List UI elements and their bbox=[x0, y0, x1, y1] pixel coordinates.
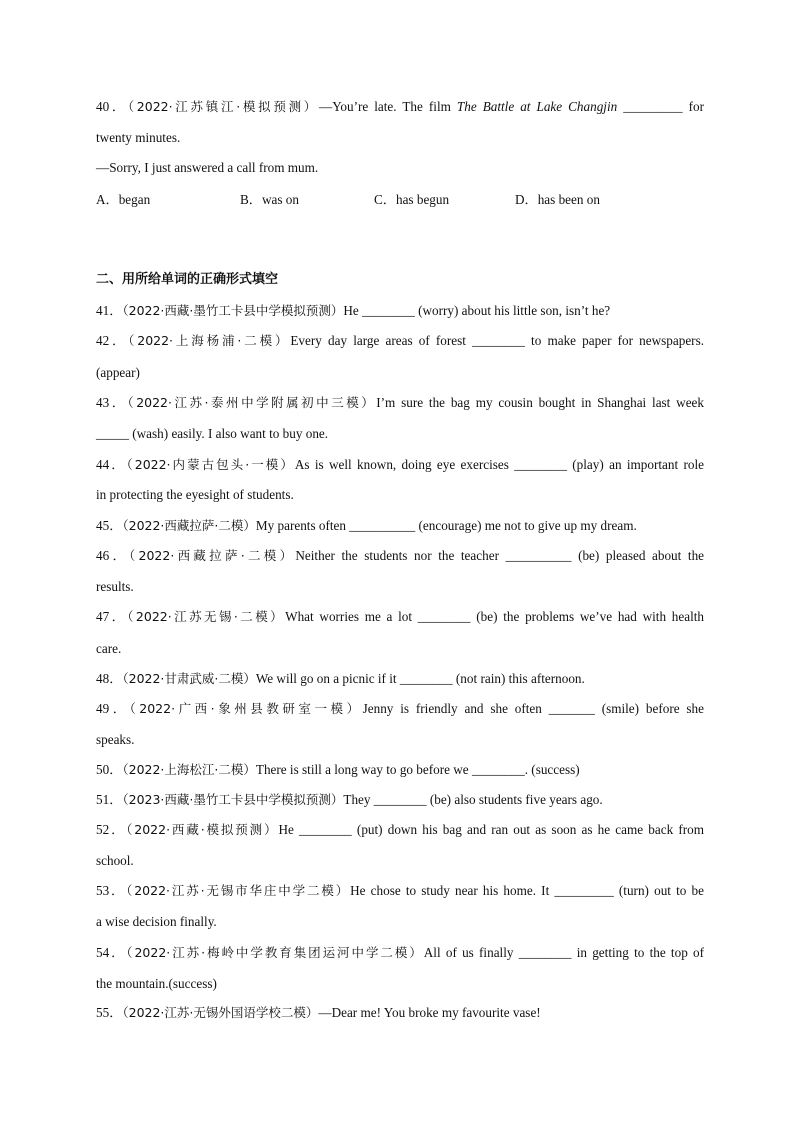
question-41 bbox=[96, 302, 704, 320]
question-40-line-3: —Sorry, I just answered a call from mum. bbox=[96, 160, 319, 175]
question-49 bbox=[96, 700, 704, 718]
film-title: The Battle at Lake Changjin bbox=[456, 99, 618, 114]
question-source: （2022·上海松江·二模） bbox=[122, 762, 256, 777]
question-source: （2022·西藏拉萨·二模） bbox=[122, 518, 256, 533]
question-source: （2022·内蒙古包头·一模） bbox=[126, 457, 295, 472]
question-text: We will go on a picnic if it ________ (not rain) this afternoon. bbox=[255, 671, 585, 686]
option-d: D．has been on bbox=[515, 192, 600, 207]
question-number: 47． bbox=[96, 609, 128, 624]
option-c: C．has begun bbox=[374, 192, 450, 207]
question-number: 43． bbox=[96, 395, 128, 410]
option-b: B．was on bbox=[240, 192, 299, 207]
question-text: There is still a long way to go before we ________. (success) bbox=[255, 762, 580, 777]
question-number: 44． bbox=[96, 457, 127, 472]
question-source: （2022·上海杨浦·二模） bbox=[128, 333, 291, 348]
question-43 bbox=[96, 394, 704, 412]
question-source: （2022·江苏·梅岭中学教育集团运河中学二模） bbox=[126, 945, 424, 960]
question-47 bbox=[96, 608, 704, 626]
question-text: What worries me a lot ________ (be) the problems we’ve had with health bbox=[285, 609, 705, 624]
question-number: 40． bbox=[96, 99, 128, 114]
question-53 bbox=[96, 882, 704, 900]
question-source: （2022·西藏·墨竹工卡县中学模拟预测） bbox=[122, 303, 344, 318]
question-number: 49． bbox=[96, 701, 130, 716]
question-text: He ________ (put) down his bag and ran out as soon as he came back from bbox=[278, 822, 705, 837]
question-source: （2022·江苏·无锡外国语学校二模） bbox=[122, 1005, 319, 1020]
question-source: （2022·江苏·泰州中学附属初中三模） bbox=[127, 395, 377, 410]
question-number: 42． bbox=[96, 333, 129, 348]
question-text: My parents often __________ (encourage) me not to give up my dream. bbox=[255, 518, 637, 533]
question-44 bbox=[96, 456, 704, 474]
question-42 bbox=[96, 332, 704, 350]
question-number: 46． bbox=[96, 548, 129, 563]
question-51 bbox=[96, 791, 704, 809]
question-source: （2022·江苏无锡·二模） bbox=[127, 609, 286, 624]
question-text: All of us finally ________ in getting to the top of bbox=[423, 945, 705, 960]
question-number: 45． bbox=[96, 518, 123, 533]
question-text: —You’re late. The film bbox=[319, 99, 457, 114]
question-number: 41． bbox=[96, 303, 123, 318]
question-text: As is well known, doing eye exercises ________ (play) an important role bbox=[294, 457, 704, 472]
question-number: 53． bbox=[96, 883, 127, 898]
question-54-line-2: the mountain.(success) bbox=[96, 976, 217, 991]
question-text: Jenny is friendly and she often _______ (smile) before she bbox=[362, 701, 704, 716]
question-44-line-2: in protecting the eyesight of students. bbox=[96, 487, 294, 502]
question-47-line-2: care. bbox=[96, 641, 122, 656]
question-46-line-2: results. bbox=[96, 579, 134, 594]
question-source: （2022·江苏镇江·模拟预测） bbox=[127, 99, 320, 114]
question-text: Every day large areas of forest ________ to make paper for newspapers. bbox=[290, 333, 704, 348]
question-text: They ________ (be) also students five years ago. bbox=[343, 792, 603, 807]
question-source: （2022·广西·象州县教研室一模） bbox=[129, 701, 363, 716]
question-text: I’m sure the bag my cousin bought in Shanghai last week bbox=[376, 395, 704, 410]
question-number: 50． bbox=[96, 762, 123, 777]
question-number: 52． bbox=[96, 822, 127, 837]
question-45 bbox=[96, 517, 704, 535]
question-number: 55． bbox=[96, 1005, 123, 1020]
option-a: A．began bbox=[96, 192, 151, 207]
question-source: （2022·江苏·无锡市华庄中学二模） bbox=[126, 883, 351, 898]
question-text: Neither the students nor the teacher __________ (be) pleased about the bbox=[295, 548, 705, 563]
question-text: He ________ (worry) about his little son, isn’t he? bbox=[343, 303, 611, 318]
question-40-line-1 bbox=[96, 98, 704, 116]
question-text: He chose to study near his home. It _________ (turn) out to be bbox=[350, 883, 704, 898]
question-40-options bbox=[96, 189, 704, 207]
question-source: （2023·西藏·墨竹工卡县中学模拟预测） bbox=[122, 792, 344, 807]
question-40-line-2: twenty minutes. bbox=[96, 130, 181, 145]
question-43-line-2: _____ (wash) easily. I also want to buy one. bbox=[96, 426, 329, 441]
question-50 bbox=[96, 761, 704, 779]
question-46 bbox=[96, 547, 704, 565]
question-53-line-2: a wise decision finally. bbox=[96, 914, 217, 929]
question-text: —Dear me! You broke my favourite vase! bbox=[318, 1005, 541, 1020]
question-49-line-2: speaks. bbox=[96, 732, 135, 747]
question-52-line-2: school. bbox=[96, 853, 134, 868]
question-48 bbox=[96, 670, 704, 688]
question-number: 54． bbox=[96, 945, 127, 960]
section-heading: 二、用所给单词的正确形式填空 bbox=[96, 272, 279, 287]
question-number: 48． bbox=[96, 671, 123, 686]
question-number: 51． bbox=[96, 792, 123, 807]
question-54 bbox=[96, 944, 704, 962]
question-52 bbox=[96, 821, 704, 839]
question-source: （2022·甘肃武威·二模） bbox=[122, 671, 256, 686]
question-source: （2022·西藏拉萨·二模） bbox=[128, 548, 296, 563]
question-text: _________ for bbox=[617, 99, 704, 114]
question-42-line-2: (appear) bbox=[96, 365, 140, 380]
question-source: （2022·西藏·模拟预测） bbox=[126, 822, 279, 837]
question-55 bbox=[96, 1004, 704, 1022]
